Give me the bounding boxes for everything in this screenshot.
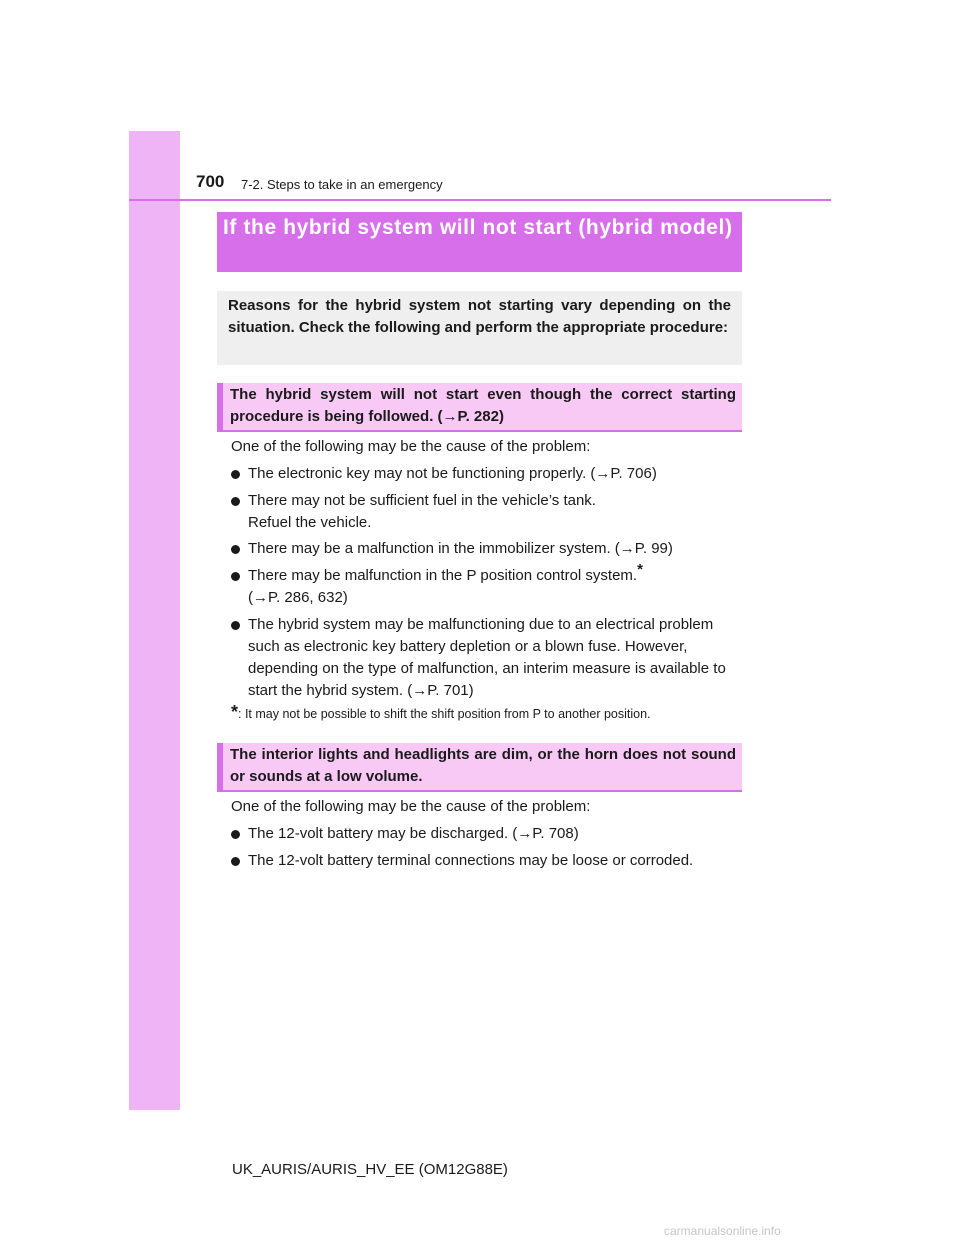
bullet-icon	[231, 830, 240, 839]
intro-box: Reasons for the hybrid system not starting vary depending on the situation. Check the following and perform the appropriate procedure:	[217, 291, 742, 365]
footer-model-code: UK_AURIS/AURIS_HV_EE (OM12G88E)	[232, 1161, 508, 1178]
list-item-text: There may not be sufficient fuel in the vehicle’s tank. Refuel the vehicle.	[248, 492, 596, 531]
section2-heading: The interior lights and headlights are dim, or the horn does not sound or sounds at a low volume.	[217, 743, 742, 792]
list-item-text-line2: (→P. 286, 632)	[248, 589, 348, 606]
bullet-icon	[231, 572, 240, 581]
watermark: carmanualsonline.info	[664, 1224, 781, 1238]
list-item	[231, 490, 743, 534]
list-item	[231, 463, 743, 485]
bullet-icon	[231, 497, 240, 506]
list-item	[231, 823, 743, 845]
list-item	[231, 538, 743, 560]
bullet-icon	[231, 470, 240, 479]
section1-heading: The hybrid system will not start even though the correct starting procedure is being followed. (→P. 282)	[217, 383, 742, 432]
header-rule	[129, 199, 831, 201]
list-item-text-line2: Refuel the vehicle.	[248, 514, 372, 531]
bullet-icon	[231, 621, 240, 630]
list-item-text: There may be a malfunction in the immobilizer system. (→P. 99)	[248, 540, 673, 557]
side-tab-band	[129, 131, 180, 1110]
section-reference: 7-2. Steps to take in an emergency	[241, 177, 443, 192]
bullet-icon	[231, 857, 240, 866]
list-item-text: There may be malfunction in the P position control system.* (→P. 286, 632)	[248, 561, 643, 606]
footnote-mark: *	[231, 702, 239, 722]
list-item-text: The hybrid system may be malfunctioning due to an electrical problem such as electronic key battery depletion or a blown fuse. However, depending on the type of malfunction, an interim measure is available to start the hybrid system. (→P. 701)	[248, 616, 726, 699]
footnote	[231, 703, 651, 723]
section1-lead: One of the following may be the cause of the problem:	[231, 438, 591, 455]
list-item	[231, 614, 743, 702]
list-item-text: The 12-volt battery terminal connections may be loose or corroded.	[248, 852, 694, 869]
page-title: If the hybrid system will not start (hybrid model)	[217, 212, 742, 272]
list-item-text: The 12-volt battery may be discharged. (→P. 708)	[248, 825, 579, 842]
section2-lead: One of the following may be the cause of the problem:	[231, 798, 591, 815]
list-item-text: The electronic key may not be functioning properly. (→P. 706)	[248, 465, 657, 482]
bullet-icon	[231, 545, 240, 554]
page-number: 700	[196, 172, 225, 191]
list-item	[231, 850, 743, 872]
list-item	[231, 561, 743, 609]
footnote-text: : It may not be possible to shift the shift position from P to another position.	[238, 707, 651, 721]
footnote-marker: *	[637, 561, 643, 578]
